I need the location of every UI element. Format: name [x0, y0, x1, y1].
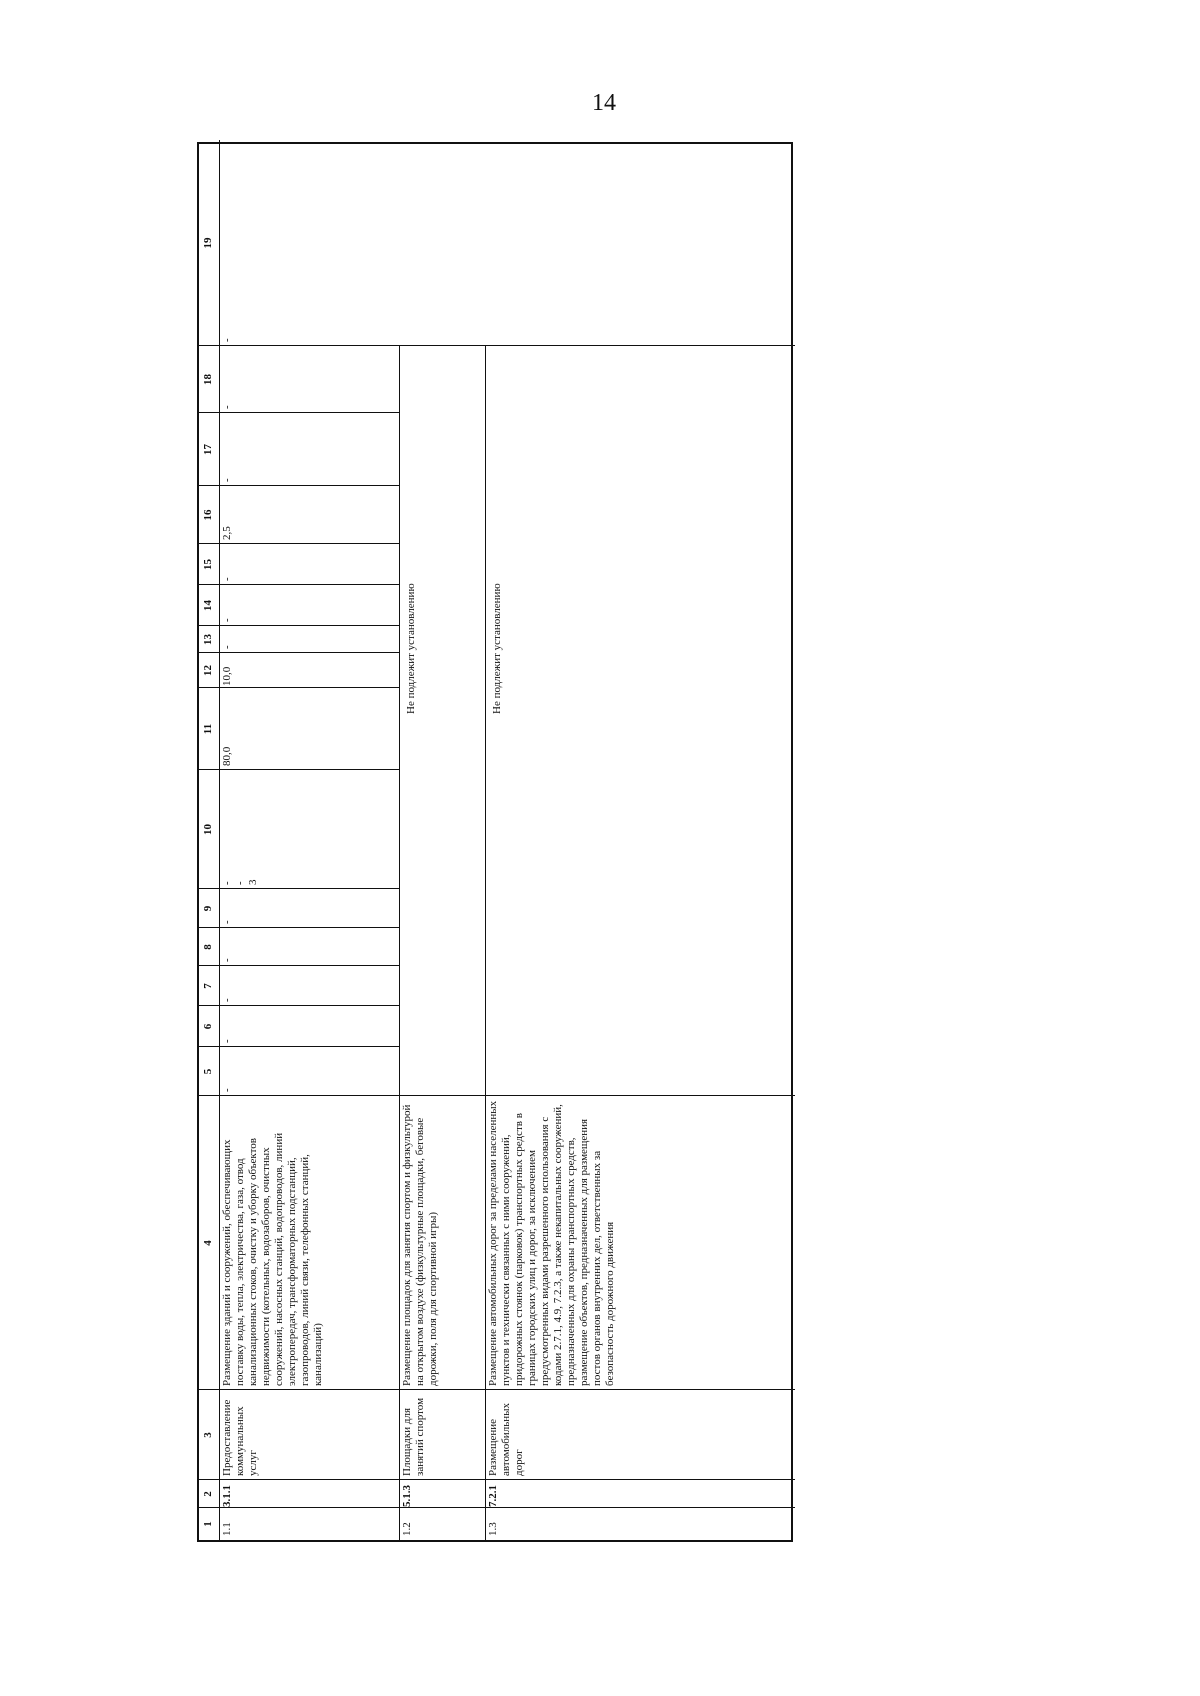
header-col-17: 17 — [202, 444, 214, 455]
header-col-16: 16 — [202, 509, 214, 521]
row-2-number: 1.2 — [401, 1522, 413, 1536]
header-col-12: 12 — [202, 665, 214, 676]
header-col-15: 15 — [202, 559, 214, 570]
row-1-col-16: 2,5 — [221, 526, 233, 540]
header-col-18: 18 — [202, 374, 214, 385]
header-col-7: 7 — [202, 983, 214, 989]
rotated-table-wrapper — [197, 142, 793, 1542]
row-1-description: Размещение зданий и сооружений, обеспечивающих поставку воды, тепла, электричества, газа, отвод канализационных стоков, очистку и уборку объектов недвижимости (котельных, водозаборов, очистных сооружений, насосных станций, водопроводов, линий электропередач, трансформаторных подстанций, газопроводов, линий связи, телефонных станций, канализаций) — [221, 1132, 324, 1386]
header-col-5: 5 — [202, 1068, 214, 1075]
header-col-13: 13 — [202, 634, 214, 645]
zoning-regulations-table — [197, 142, 793, 1542]
header-col-2: 2 — [202, 1491, 214, 1497]
row-3-code: 7.2.1 — [487, 1485, 499, 1507]
row-1-col-8: - — [221, 958, 233, 962]
header-col-6: 6 — [202, 1023, 214, 1030]
row-1-col-11: 80,0 — [221, 746, 233, 766]
row-1-col-10 — [219, 770, 399, 889]
row-2-description: Размещение площадок для занятия спортом и физкультурой на открытом воздухе (физкультурные площадки, беговые дорожки, поля для спортивной игры) — [401, 1104, 439, 1386]
page-number: 14 — [592, 90, 616, 116]
header-col-4: 4 — [202, 1240, 214, 1246]
row-1-col-17: - — [221, 478, 233, 482]
header-col-10: 10 — [202, 824, 214, 835]
row-1-col-18: - — [221, 405, 233, 409]
row-1-number: 1.1 — [221, 1522, 233, 1536]
row-1-col-6: - — [221, 1039, 233, 1043]
row-3-name: Размещение автомобильных дорог — [487, 1403, 525, 1476]
row-1-col-15: - — [221, 577, 233, 581]
row-1-col-14: - — [221, 618, 233, 622]
header-col-19: 19 — [202, 237, 214, 249]
row-2-name: Площадки для занятий спортом — [401, 1397, 426, 1476]
row-1-col-9: - — [221, 920, 233, 924]
row-2-merged-text: Не подлежит установлению — [405, 583, 417, 714]
row-3-merged-text: Не подлежит установлению — [491, 583, 503, 714]
row-1-col-10-line-1: - — [221, 881, 233, 885]
header-col-1: 1 — [202, 1521, 214, 1527]
row-2-code: 5.1.3 — [401, 1485, 413, 1507]
row-1-col-13: - — [221, 645, 233, 649]
row-3-description: Размещение автомобильных дорог за пределами населенных пунктов и технически связанных с ними сооружений, придорожных стоянок (парковок) транспортных средств в границах городских улиц и дорог, за исключением предусмотренных видами разрешенного использования с кодами 2.7.1, 4.9, 7.2.3, а также некапитальных сооружений, предназначенных для охраны транспортных средств, размещение объектов, предназначенных для размещения постов органов внутренних дел, ответственных за безопасность дорожного движения — [487, 1100, 616, 1386]
row-1-col-5: - — [221, 1088, 233, 1092]
header-col-3: 3 — [202, 1432, 214, 1438]
row-1-col-12: 10,0 — [221, 666, 233, 686]
header-col-11: 11 — [202, 723, 214, 735]
row-1-name: Предоставление коммунальных услуг — [221, 1399, 259, 1476]
row-1-code: 3.1.1 — [221, 1485, 233, 1507]
header-col-14: 14 — [202, 600, 214, 611]
row-1-col-10-line-2: - — [234, 881, 246, 885]
col-19-value: - — [221, 338, 233, 342]
header-col-8: 8 — [202, 944, 214, 950]
row-3-number: 1.3 — [487, 1522, 499, 1536]
row-1-col-7: - — [221, 998, 233, 1002]
row-1-col-10-line-3: 3 — [247, 879, 259, 885]
header-col-9: 9 — [202, 905, 214, 912]
